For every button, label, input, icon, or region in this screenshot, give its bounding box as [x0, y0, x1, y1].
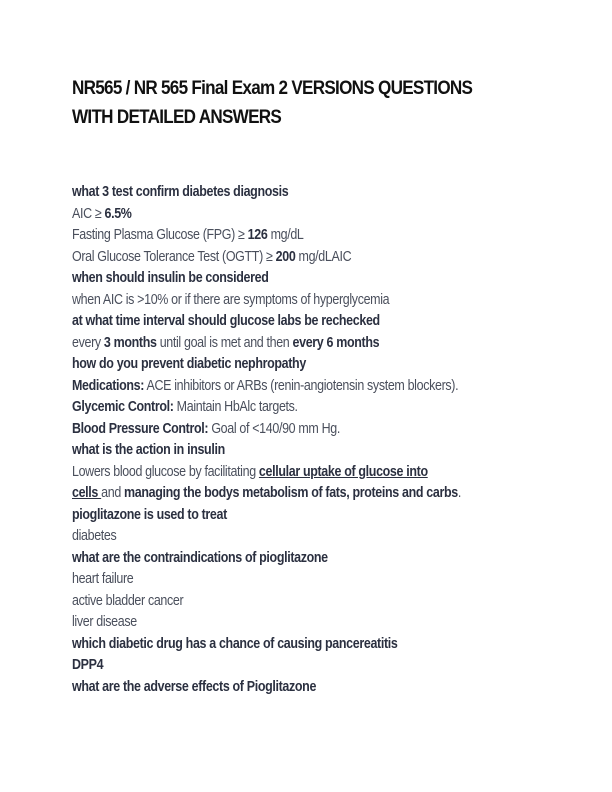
- question-nephropathy: how do you prevent diabetic nephropathy: [72, 356, 306, 372]
- answer-fpg: [72, 225, 502, 247]
- answer-emphasis: cellular uptake of glucose into: [258, 463, 428, 480]
- answer-emphasis: 3 months: [103, 334, 157, 351]
- answer-text: Oral Glucose Tolerance Test (OGTT) ≥: [72, 248, 276, 265]
- answer-text: Goal of <140/90 mm Hg.: [208, 420, 340, 437]
- answer-insulin-action-line2: [72, 483, 502, 505]
- answer-label: Blood Pressure Control:: [72, 420, 209, 437]
- answer-text: every: [72, 334, 104, 351]
- answer-label: Medications:: [72, 377, 145, 394]
- answer-value: 200: [275, 248, 296, 265]
- question-insulin-considered: when should insulin be considered: [72, 270, 269, 286]
- question-contraindications: what are the contraindications of pioglitazone: [72, 549, 328, 566]
- answer-emphasis: cells: [72, 485, 102, 501]
- question-recheck-interval: at what time interval should glucose labs be rechecked: [72, 313, 380, 329]
- answer-unit: mg/dL: [267, 227, 304, 243]
- document-title: NR565 / NR 565 Final Exam 2 VERSIONS QUESTIONS WITH DETAILED ANSWERS: [72, 78, 473, 128]
- answer-emphasis: managing the bodys metabolism of fats, proteins and carbs: [124, 485, 458, 501]
- answer-value: 6.5%: [104, 205, 132, 222]
- answer-medications: [72, 376, 502, 398]
- answer-glycemic-control: [72, 397, 502, 419]
- answer-recheck-interval: [72, 333, 502, 355]
- answer-bp-control: [72, 419, 502, 441]
- answer-insulin-action-line1: [72, 462, 502, 484]
- qa-content: [72, 182, 502, 698]
- answer-emphasis: every 6 months: [292, 334, 380, 351]
- answer-label: Glycemic Control:: [72, 399, 174, 415]
- answer-a1c: [72, 204, 502, 226]
- answer-text: AIC ≥: [72, 205, 105, 222]
- question-insulin-action: what is the action in insulin: [72, 442, 225, 458]
- answer-heart-failure: heart failure: [72, 571, 134, 587]
- question-pioglitazone-use: pioglitazone is used to treat: [72, 506, 227, 523]
- question-diabetes-tests: what 3 test confirm diabetes diagnosis: [72, 184, 289, 200]
- answer-text: ACE inhibitors or ARBs (renin-angiotensin system blockers).: [144, 377, 459, 394]
- answer-unit: mg/dLAIC: [295, 248, 352, 265]
- answer-bladder-cancer: active bladder cancer: [72, 592, 184, 609]
- question-adverse-effects: what are the adverse effects of Pioglitazone: [72, 678, 317, 695]
- answer-insulin-considered: when AIC is >10% or if there are symptoms of hyperglycemia: [72, 291, 390, 308]
- answer-text: Fasting Plasma Glucose (FPG) ≥: [72, 227, 248, 243]
- answer-dpp4: DPP4: [72, 657, 104, 673]
- answer-text: until goal is met and then: [156, 334, 293, 351]
- answer-text: and: [101, 485, 125, 501]
- answer-ogtt: [72, 247, 502, 269]
- answer-liver-disease: liver disease: [72, 614, 137, 630]
- answer-pioglitazone-use: diabetes: [72, 528, 117, 544]
- answer-value: 126: [247, 227, 268, 243]
- answer-text: .: [457, 485, 461, 501]
- answer-text: Maintain HbAlc targets.: [173, 399, 298, 415]
- question-pancreatitis: which diabetic drug has a chance of causing pancereatitis: [72, 635, 398, 652]
- answer-text: Lowers blood glucose by facilitating: [72, 463, 259, 480]
